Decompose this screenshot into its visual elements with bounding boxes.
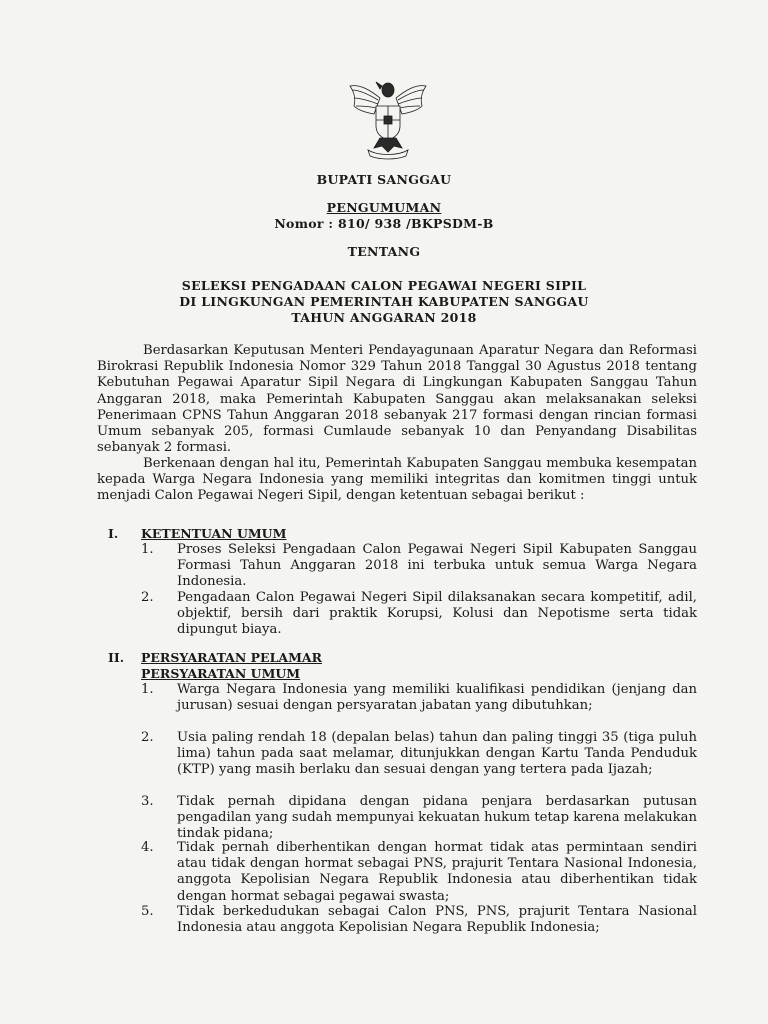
announcement-number: Nomor : 810/ 938 /BKPSDM-B: [274, 216, 494, 231]
paragraph-2-text: Berkenaan dengan hal itu, Pemerintah Kabupaten Sanggau membuka kesempatan kepada Warga Negara Indonesia yang memiliki integritas dan komitmen tinggi untuk menjadi Calon Pegawai Negeri Sipil, dengan ketentuan sebagai berikut :: [97, 456, 697, 504]
garuda-emblem-icon: [344, 76, 432, 160]
subject-line-1: SELEKSI PENGADAAN CALON PEGAWAI NEGERI SIPIL: [181, 278, 587, 293]
paragraph-1: [97, 343, 697, 456]
list-item-text: Usia paling rendah 18 (depalan belas) tahun dan paling tinggi 35 (tiga puluh lima) tahun pada saat melamar, ditunjukkan dengan Kartu Tanda Penduduk (KTP) yang masih berlaku dan sesuai dengan yang tertera pada Ijazah;: [177, 730, 697, 778]
list-item-text: Tidak berkedudukan sebagai Calon PNS, PNS, prajurit Tentara Nasional Indonesia atau anggota Kepolisian Negara Republik Indonesia;: [177, 904, 697, 936]
paragraph-1-text: Berdasarkan Keputusan Menteri Pendayagunaan Aparatur Negara dan Reformasi Birokrasi Republik Indonesia Nomor 329 Tahun 2018 Tanggal 30 Agustus 2018 tentang Kebutuhan Pegawai Aparatur Sipil Negara di Lingkungan Kabupaten Sanggau Tahun Anggaran 2018, maka Pemerintah Kabupaten Sanggau akan melaksanakan seleksi Penerimaan CPNS Tahun Anggaran 2018 sebanyak 217 formasi dengan rincian formasi Umum sebanyak 205, formasi Cumlaude sebanyak 10 dan Penyandang Disabilitas sebanyak 2 formasi.: [97, 343, 697, 456]
subject-line-2: DI LINGKUNGAN PEMERINTAH KABUPATEN SANGGAU: [179, 294, 589, 309]
list-item-text: Warga Negara Indonesia yang memiliki kualifikasi pendidikan (jenjang dan jurusan) sesuai dengan persyaratan jabatan yang dibutuhkan;: [177, 682, 697, 714]
list-item-number: 3.: [141, 794, 154, 809]
regent-title: BUPATI SANGGAU: [316, 172, 452, 187]
section-1-title: KETENTUAN UMUM: [141, 526, 287, 541]
section-1-number: I.: [108, 526, 119, 541]
paragraph-2: [97, 456, 697, 505]
list-item-number: 1.: [141, 542, 154, 557]
list-item-number: 4.: [141, 840, 154, 855]
list-item-number: 1.: [141, 682, 154, 697]
section-2-subtitle: PERSYARATAN UMUM: [141, 666, 301, 681]
announcement-heading: PENGUMUMAN: [326, 200, 442, 215]
list-item-number: 5.: [141, 904, 154, 919]
list-item-text: Pengadaan Calon Pegawai Negeri Sipil dilaksanakan secara kompetitif, adil, objektif, bersih dari praktik Korupsi, Kolusi dan Nepotisme serta tidak dipungut biaya.: [177, 590, 697, 638]
subject-line-3: TAHUN ANGGARAN 2018: [291, 310, 477, 325]
section-2-title: PERSYARATAN PELAMAR: [141, 650, 322, 665]
list-item-number: 2.: [141, 590, 154, 605]
list-item-number: 2.: [141, 730, 154, 745]
list-item-text: Tidak pernah diberhentikan dengan hormat tidak atas permintaan sendiri atau tidak dengan hormat sebagai PNS, prajurit Tentara Nasional Indonesia, anggota Kepolisian Negara Republik Indonesia atau diberhentikan tidak dengan hormat sebagai pegawai swasta;: [177, 840, 697, 904]
list-item-text: Proses Seleksi Pengadaan Calon Pegawai Negeri Sipil Kabupaten Sanggau Formasi Tahun Anggaran 2018 ini terbuka untuk semua Warga Negara Indonesia.: [177, 542, 697, 590]
list-item-text: Tidak pernah dipidana dengan pidana penjara berdasarkan putusan pengadilan yang sudah mempunyai kekuatan hukum tetap karena melakukan tindak pidana;: [177, 794, 697, 842]
section-2-number: II.: [108, 650, 125, 665]
about-label: TENTANG: [347, 244, 421, 259]
